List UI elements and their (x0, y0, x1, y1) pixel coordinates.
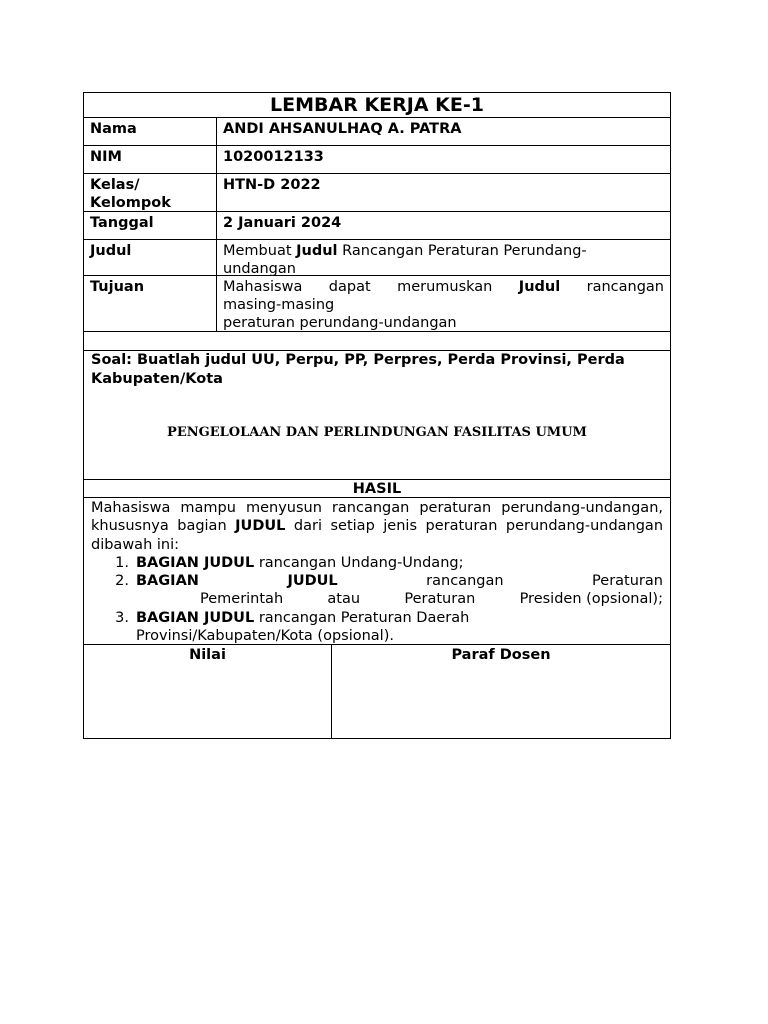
judul-pre: Membuat (223, 243, 292, 259)
soal-section (84, 350, 670, 479)
list-item (91, 554, 663, 572)
list-item-bold-a: BAGIAN (136, 573, 199, 590)
label-nim: NIM (84, 146, 217, 173)
soal-answer-title: PENGELOLAAN DAN PERLINDUNGAN FASILITAS UMUM (167, 425, 587, 440)
soal-text: Soal: Buatlah judul UU, Perpu, PP, Perpres, Perda Provinsi, Perda Kabupaten/Kota (91, 352, 625, 387)
row-tujuan (84, 275, 670, 331)
list-item-word: Peraturan (592, 573, 663, 590)
label-tanggal: Tanggal (84, 212, 217, 239)
judul-line2: undangan (223, 261, 296, 277)
list-item-bold-b: JUDUL (287, 573, 338, 590)
tujuan-line3: peraturan perundang-undangan (223, 315, 457, 331)
worksheet-table (83, 92, 671, 739)
list-item-bold: BAGIAN JUDUL (136, 554, 255, 571)
label-judul: Judul (84, 240, 217, 275)
judul-post: Rancangan Peraturan Perundang- (342, 243, 587, 259)
list-item-word: Peraturan (404, 591, 476, 608)
hasil-body (84, 497, 670, 644)
label-nama: Nama (84, 118, 217, 145)
list-item (91, 572, 663, 609)
hasil-intro-bold: JUDUL (235, 518, 286, 535)
list-item-bold: BAGIAN JUDUL (136, 609, 255, 626)
row-kelas (84, 173, 670, 211)
worksheet-title: LEMBAR KERJA KE-1 (270, 94, 484, 116)
value-kelas: HTN-D 2022 (223, 177, 321, 193)
value-tanggal: 2 Januari 2024 (223, 215, 342, 231)
row-tanggal (84, 211, 670, 239)
label-kelas-line2: Kelompok (90, 195, 171, 211)
tujuan-line2: masing-masing (223, 297, 335, 313)
label-kelas (84, 174, 217, 211)
tujuan-w4: rancangan (586, 279, 664, 295)
list-item-number: 1. (115, 554, 129, 571)
list-item-text: rancangan Peraturan Daerah Provinsi/Kabupaten/Kota (opsional). (136, 609, 470, 645)
list-item-word: Pemerintah (200, 591, 284, 608)
paraf-dosen-cell: Paraf Dosen (451, 647, 551, 663)
list-item-word: Presiden (opsional); (519, 591, 663, 608)
signature-row (84, 644, 670, 738)
row-nim (84, 145, 670, 173)
label-tujuan: Tujuan (84, 276, 217, 331)
value-tujuan (217, 276, 670, 331)
value-nim: 1020012133 (223, 149, 324, 165)
hasil-intro-a: Mahasiswa mampu menyusun rancangan peraturan perundang-undangan, khususnya bagian (91, 500, 663, 535)
tujuan-w1: Mahasiswa (223, 279, 303, 295)
value-judul (217, 240, 670, 275)
list-item-number: 2. (115, 573, 129, 590)
row-judul (84, 239, 670, 275)
hasil-heading: HASIL (84, 479, 670, 497)
row-nama (84, 117, 670, 145)
list-item (91, 609, 663, 646)
tujuan-w3: merumuskan (397, 279, 493, 295)
tujuan-w2: dapat (328, 279, 371, 295)
nilai-cell: Nilai (84, 645, 332, 738)
list-item-word: atau (327, 591, 361, 608)
hasil-intro (91, 499, 663, 554)
hasil-intro-b: dari setiap jenis peraturan perundang-undangan dibawah ini: (91, 518, 664, 553)
row-spacer (84, 331, 670, 350)
judul-bold: Judul (296, 243, 338, 259)
list-item-number: 3. (115, 609, 129, 626)
tujuan-bold: Judul (518, 279, 561, 295)
label-kelas-line1: Kelas/ (90, 177, 140, 193)
hasil-list (91, 554, 663, 645)
list-item-word: rancangan (426, 573, 504, 590)
value-nama: ANDI AHSANULHAQ A. PATRA (223, 121, 462, 137)
list-item-text: rancangan Undang-Undang; (258, 554, 464, 571)
